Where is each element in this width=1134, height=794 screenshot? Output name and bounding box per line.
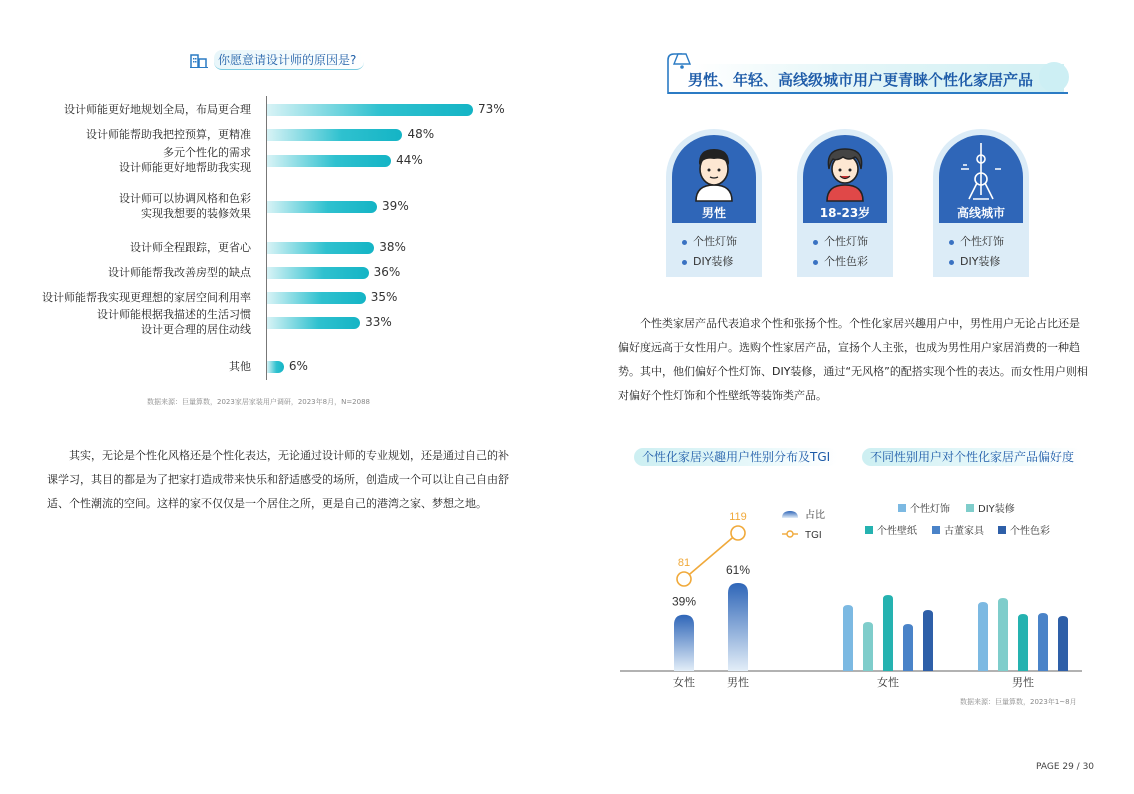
share-bar	[728, 583, 748, 671]
bar-value-label: 6%	[288, 359, 308, 373]
share-value-label: 39%	[671, 594, 697, 609]
bar-category-label	[1, 290, 251, 305]
bar-value-label: 38%	[379, 240, 406, 254]
legend-label: 古董家具	[944, 526, 984, 537]
bar-category-label	[1, 307, 251, 337]
bar	[267, 292, 366, 304]
bar	[267, 201, 377, 213]
bar-value-label: 33%	[365, 315, 392, 329]
bar-value-label: 36%	[373, 265, 401, 279]
tgi-value-label: 81	[677, 557, 691, 569]
bar-category-label-line: 设计师能根据我描述的生活习惯	[97, 308, 251, 321]
bar-category-label-line: 设计师全程跟踪，更省心	[130, 240, 251, 254]
left-chart-title-text: 你愿意请设计师的原因是?	[214, 50, 364, 70]
bar-category-label	[1, 145, 251, 175]
bar-category-label-line: 设计师能帮我实现更理想的家居空间利用率	[42, 290, 251, 304]
pref-bar	[883, 595, 893, 671]
card-title: 高线城市	[956, 206, 1005, 220]
card-male	[666, 129, 762, 277]
left-chart-title	[190, 50, 364, 70]
bar	[267, 129, 402, 141]
gender-chart-title: 个性化家居兴趣用户性别分布及TGI	[634, 448, 838, 466]
share-bar	[674, 615, 694, 671]
right-source-note: 数据来源：巨量算数，2023年1~8月	[960, 698, 1077, 706]
category-label: 女性	[673, 676, 695, 689]
right-paragraph: 个性类家居产品代表追求个性和张扬个性。个性化家居兴趣用户中，男性用户无论占比还是偏好度远高于女性用户。选购个性家居产品，宣扬个人主张，也成为男性用户家居消费的一种趋势。其中，他们偏好个性灯饰、DIY装修，通过“无风格”的配搭实现个性的表达。而女性用户则相对偏好个性灯饰和个性壁纸等装饰类产品。	[618, 317, 1088, 402]
page-number: PAGE 29 / 30	[1036, 762, 1095, 772]
bar-category-label-line: 其他	[229, 359, 251, 373]
legend-swatch	[932, 526, 940, 534]
bar	[267, 155, 391, 167]
legend-label: 个性色彩	[1010, 526, 1050, 537]
card-age	[797, 129, 893, 277]
card-title: 男性	[701, 206, 726, 220]
bar-category-label-line: 实现我想要的装修效果	[141, 207, 251, 220]
bar-category-label	[1, 265, 251, 280]
category-label: 女性	[877, 676, 899, 689]
bar-category-label-line: 设计师能更好地帮助我实现	[119, 161, 251, 174]
bar-category-label-line: 设计师能帮我改善房型的缺点	[108, 265, 251, 279]
legend-share-label: 占比	[805, 510, 825, 521]
legend-label: DIY装修	[978, 504, 1015, 515]
legend-swatch	[966, 504, 974, 512]
gender-chart	[672, 511, 750, 689]
category-label: 男性	[1012, 676, 1034, 689]
gender-legend	[782, 508, 825, 541]
legend-share-swatch	[782, 511, 798, 518]
bar-category-label-line: 设计师能更好地规划全局，布局更合理	[64, 102, 251, 116]
pref-bar	[903, 624, 913, 671]
bar	[267, 104, 473, 116]
bar	[267, 267, 369, 279]
pref-bar	[1018, 614, 1028, 671]
bar-category-label	[1, 102, 251, 117]
tgi-value-label: 119	[729, 511, 747, 523]
bar-category-label	[1, 191, 251, 221]
tgi-point	[731, 526, 745, 540]
pref-bar	[978, 602, 988, 671]
share-value-label: 61%	[725, 563, 751, 577]
card-title: 18-23岁	[819, 206, 871, 220]
card-city	[933, 129, 1029, 277]
bar-category-label	[1, 240, 251, 255]
pref-chart-title: 不同性别用户对个性化家居产品偏好度	[862, 448, 1082, 466]
bar-value-label: 44%	[396, 153, 423, 167]
pref-bar	[923, 610, 933, 671]
bar-value-label: 48%	[407, 127, 435, 141]
bar-category-label	[1, 359, 251, 374]
card-item: DIY装修	[949, 253, 1000, 269]
legend-tgi-marker	[787, 531, 793, 537]
bar-value-label: 73%	[478, 102, 505, 116]
bar	[267, 361, 284, 373]
legend-swatch	[865, 526, 873, 534]
bar-value-label: 35%	[370, 290, 398, 304]
bar-category-label-line: 多元个性化的需求	[163, 146, 251, 159]
card-item: 个性灯饰	[813, 233, 868, 249]
bar-category-label	[1, 127, 251, 142]
tgi-point	[677, 572, 691, 586]
legend-label: 个性壁纸	[877, 526, 917, 537]
card-item: DIY装修	[682, 253, 733, 269]
pref-legend	[865, 502, 1050, 537]
left-paragraph: 其实，无论是个性化风格还是个性化表达，无论通过设计师的专业规划，还是通过自己的补课学习，其目的都是为了把家打造成带来快乐和舒适感受的场所，创造成一个可以让自己自由舒适、个性潮流的空间。这样的家不仅仅是一个居住之所，更是自己的港湾之家、梦想之地。	[47, 449, 509, 510]
building-icon	[190, 52, 208, 68]
category-label: 男性	[727, 676, 749, 689]
legend-swatch	[898, 504, 906, 512]
bar-category-label-line: 设计更合理的居住动线	[141, 323, 251, 336]
card-item: 个性灯饰	[949, 233, 1004, 249]
left-source-note: 数据来源：巨量算数，2023家居家装用户调研，2023年8月，N=2088	[147, 398, 370, 406]
legend-tgi-label: TGI	[805, 530, 822, 541]
pref-bar	[863, 622, 873, 671]
section-header-text: 男性、年轻、高线级城市用户更青睐个性化家居产品	[688, 71, 1034, 89]
pref-bar	[843, 605, 853, 671]
legend-swatch	[998, 526, 1006, 534]
bar-category-label-line: 设计师可以协调风格和色彩	[119, 192, 251, 205]
card-item: 个性灯饰	[682, 233, 737, 249]
pref-bar	[1038, 613, 1048, 671]
bottom-charts	[600, 490, 1100, 695]
bar	[267, 242, 374, 254]
card-item: 个性色彩	[813, 253, 868, 269]
pref-bar	[1058, 616, 1068, 671]
pref-bar	[998, 598, 1008, 671]
bar-category-label-line: 设计师能帮助我把控预算，更精准	[86, 127, 251, 141]
pref-chart	[843, 595, 1068, 689]
bar-value-label: 39%	[382, 199, 409, 213]
legend-label: 个性灯饰	[910, 504, 950, 515]
bar	[267, 317, 360, 329]
